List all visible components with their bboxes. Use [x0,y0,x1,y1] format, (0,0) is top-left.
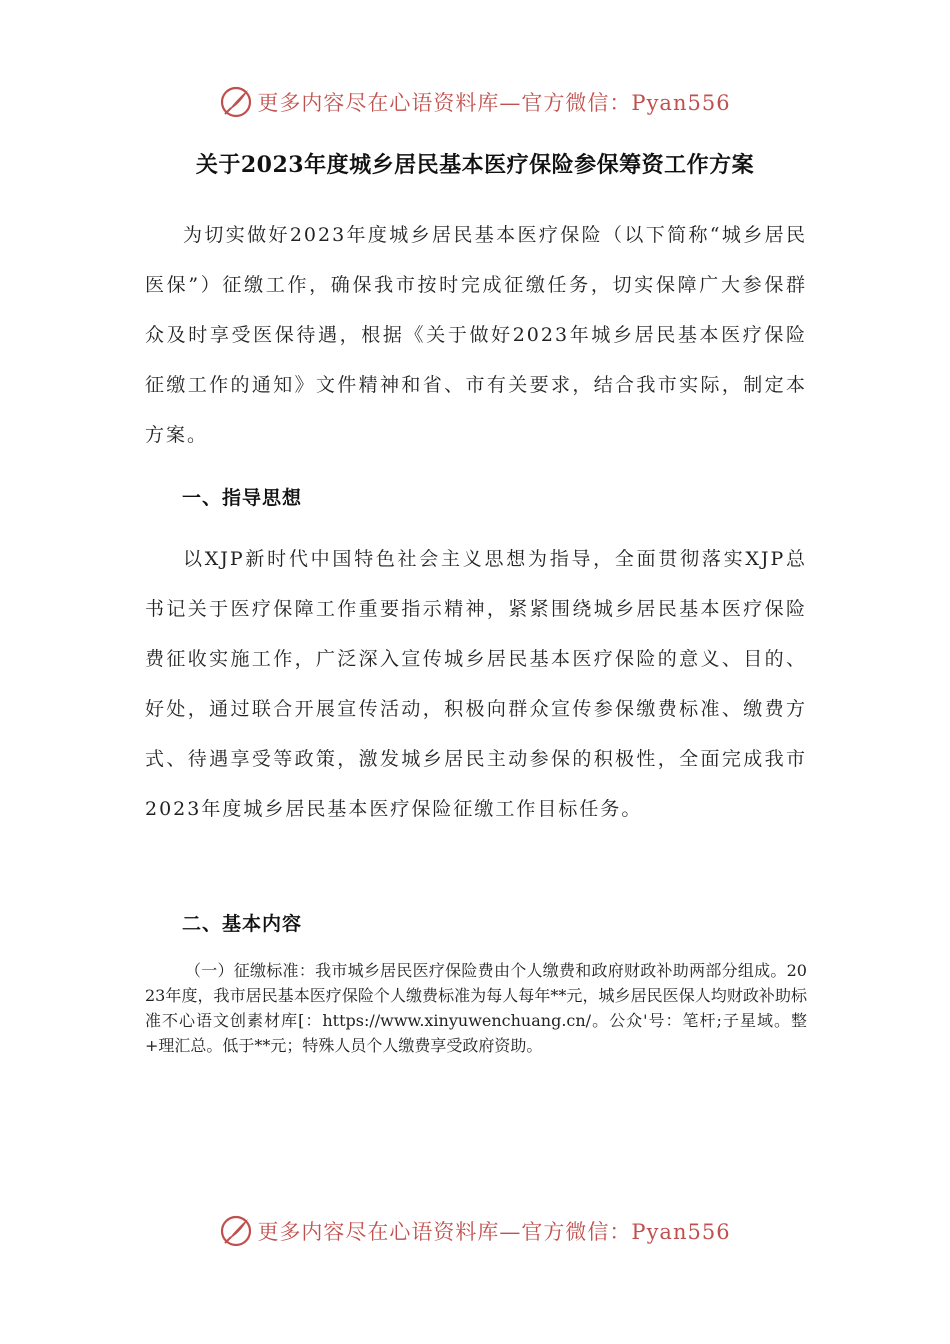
banner-text: 更多内容尽在心语资料库—官方微信：Pyan556 [257,91,731,115]
section-heading-guiding-thought: 一、指导思想 [182,487,303,509]
quill-logo-icon [219,1214,253,1248]
section-heading-basic-content: 二、基本内容 [182,913,303,935]
header-banner [0,80,950,124]
quill-logo-icon [219,85,253,119]
footer-banner [0,1209,950,1253]
collection-standard-paragraph: （一）征缴标准：我市城乡居民医疗保险费由个人缴费和政府财政补助两部分组成。2023年度，我市居民基本医疗保险个人缴费标准为每人每年**元，城乡居民医保人均财政补助标准不心语文创素材库[：https://www.xinyuwenchuang.cn/。公众'号：笔杆;子星域。整+理汇总。低于**元；特殊人员个人缴费享受政府资助。 [145,961,807,1055]
intro-paragraph: 为切实做好2023年度城乡居民基本医疗保险（以下简称“城乡居民医保”）征缴工作，确保我市按时完成征缴任务，切实保障广大参保群众及时享受医保待遇，根据《关于做好2023年城乡居民基本医疗保险征缴工作的通知》文件精神和省、市有关要求，结合我市实际，制定本方案。 [145,224,807,446]
guiding-thought-paragraph: 以XJP新时代中国特色社会主义思想为指导，全面贯彻落实XJP总书记关于医疗保障工作重要指示精神，紧紧围绕城乡居民基本医疗保险费征收实施工作，广泛深入宣传城乡居民基本医疗保险的意义、目的、好处，通过联合开展宣传活动，积极向群众宣传参保缴费标准、缴费方式、待遇享受等政策，激发城乡居民主动参保的积极性，全面完成我市2023年度城乡居民基本医疗保险征缴工作目标任务。 [145,548,807,820]
document-title: 关于2023年度城乡居民基本医疗保险参保筹资工作方案 [195,152,755,178]
banner-text: 更多内容尽在心语资料库—官方微信：Pyan556 [257,1220,731,1244]
